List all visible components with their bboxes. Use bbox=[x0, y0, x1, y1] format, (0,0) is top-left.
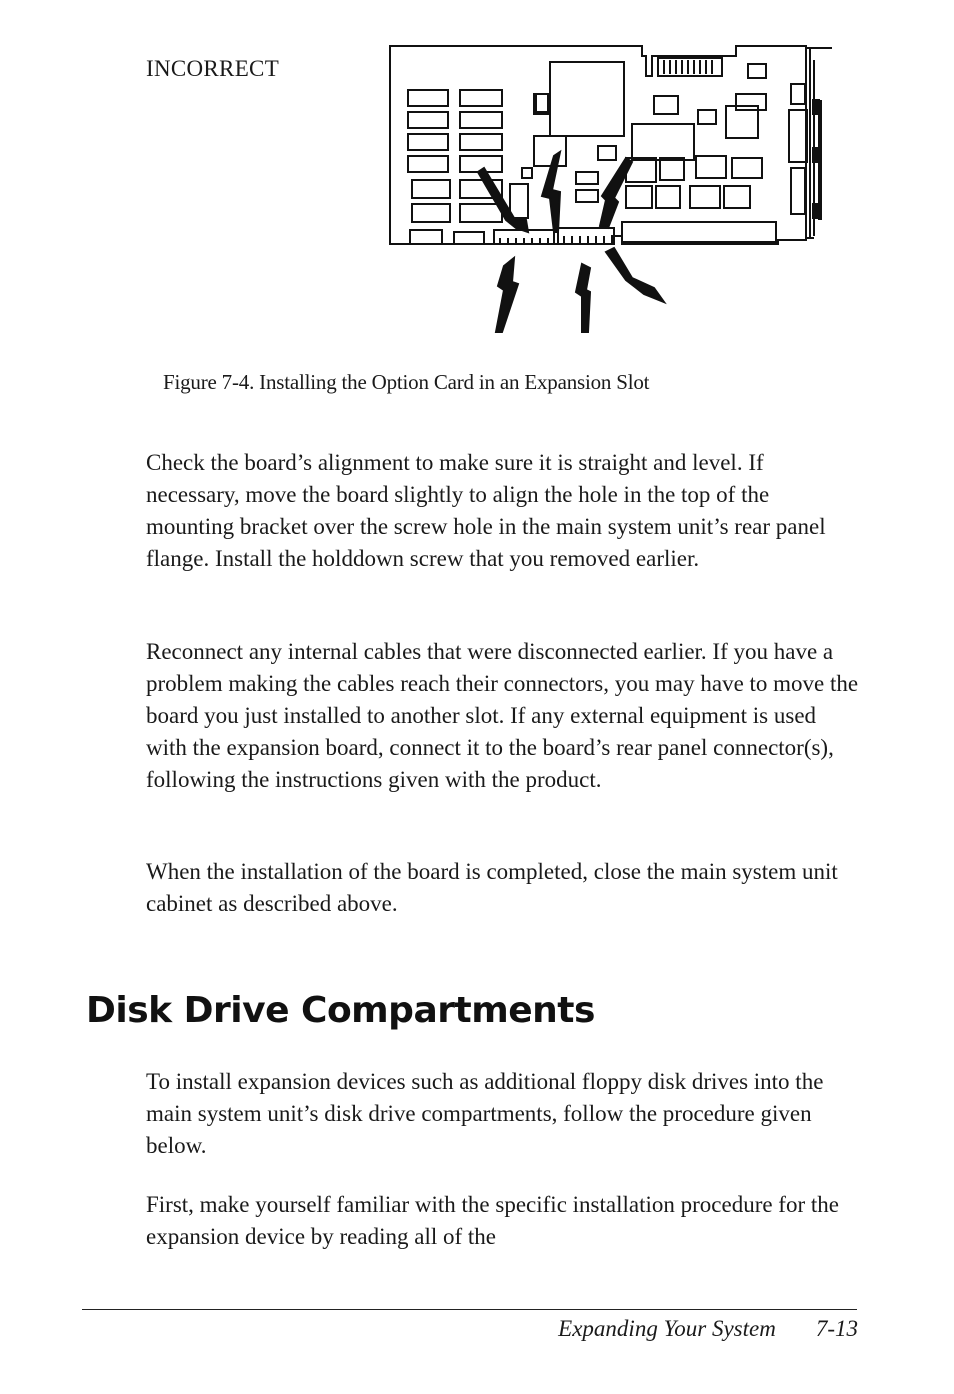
body-paragraph: First, make yourself familiar with the specific installation procedure for the expansion device by reading all of the bbox=[146, 1192, 839, 1249]
memory-chip-array bbox=[408, 90, 502, 222]
page-number: 7-13 bbox=[815, 1316, 858, 1341]
option-card-illustration bbox=[386, 40, 846, 340]
figure-label: INCORRECT bbox=[146, 56, 280, 81]
body-paragraph: Reconnect any internal cables that were disconnected earlier. If you have a problem making the cables reach their connectors, you may have to move the board you just installed to another slot. If any external equipment is used with the expansion board, connect it to the board’s rear panel connector(s), following the instructions given with the product. bbox=[146, 639, 859, 792]
page-footer bbox=[558, 1316, 858, 1342]
figure-caption: Figure 7-4. Installing the Option Card in an Expansion Slot bbox=[163, 370, 650, 394]
body-paragraph: Check the board’s alignment to make sure it is straight and level. If necessary, move the board slightly to align the hole in the top of the mounting bracket over the screw hole in the main system unit’s rear panel flange. Install the holddown screw that you removed earlier. bbox=[146, 450, 826, 571]
bottom-connector-right bbox=[558, 228, 614, 244]
body-paragraph: When the installation of the board is completed, close the main system unit cabinet as described above. bbox=[146, 859, 838, 916]
footer-chapter-title: Expanding Your System bbox=[558, 1316, 776, 1341]
body-paragraph: To install expansion devices such as additional floppy disk drives into the main system unit’s disk drive compartments, follow the procedure given below. bbox=[146, 1069, 824, 1158]
section-heading: Disk Drive Compartments bbox=[86, 990, 595, 1031]
large-chip bbox=[550, 62, 624, 136]
footer-rule bbox=[82, 1309, 857, 1310]
